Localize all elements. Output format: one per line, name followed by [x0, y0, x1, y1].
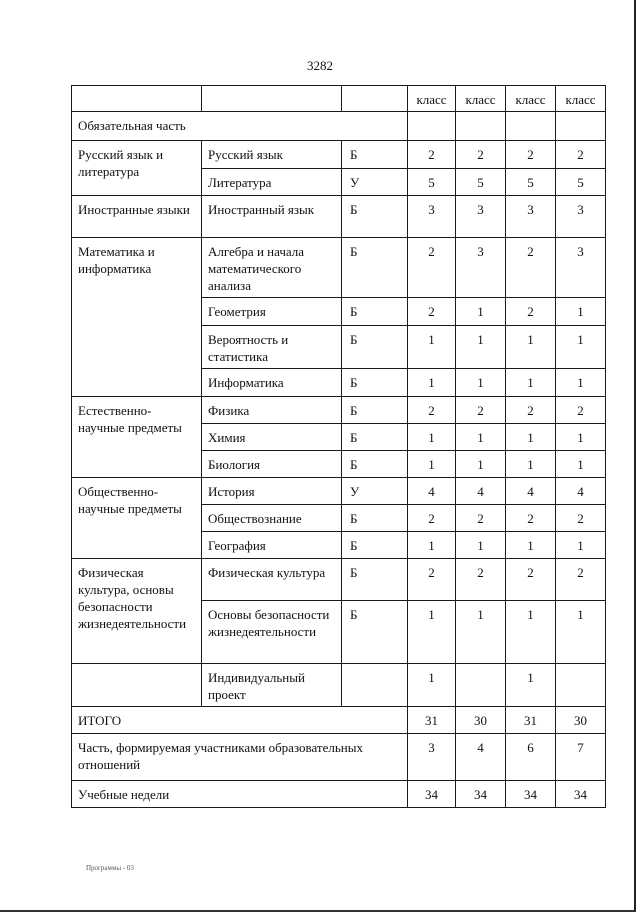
curriculum-table: [71, 85, 606, 808]
header-empty-cell: [72, 86, 202, 112]
subject-area: [72, 664, 202, 707]
subject-name: Физическая культура: [202, 559, 342, 601]
level-cell: Б: [342, 196, 408, 238]
hours-cell: 1: [456, 369, 506, 397]
subject-row: [72, 664, 606, 707]
hours-cell: 2: [506, 559, 556, 601]
page-number: 3282: [307, 58, 333, 73]
subject-name: Индивидуальный проект: [202, 664, 342, 707]
grade-header: класс: [506, 86, 556, 112]
hours-cell: 3: [556, 196, 606, 238]
total-value: 3: [408, 734, 456, 781]
total-row: [72, 781, 606, 808]
empty-cell: [556, 112, 606, 141]
subject-name: Литература: [202, 169, 342, 196]
hours-cell: 1: [506, 326, 556, 369]
subject-area: Физическая культура, основы безопасности жизнедеятельности: [72, 559, 202, 664]
hours-cell: 1: [556, 424, 606, 451]
header-empty-cell: [202, 86, 342, 112]
section-title: Обязательная часть: [72, 112, 408, 141]
hours-cell: 1: [456, 451, 506, 478]
subject-area: Математика и информатика: [72, 238, 202, 397]
hours-cell: 1: [456, 532, 506, 559]
header-empty-cell: [342, 86, 408, 112]
hours-cell: 2: [506, 298, 556, 326]
total-value: 30: [556, 707, 606, 734]
hours-cell: 1: [408, 326, 456, 369]
hours-cell: 2: [408, 238, 456, 298]
level-cell: Б: [342, 505, 408, 532]
hours-cell: 1: [506, 424, 556, 451]
level-cell: Б: [342, 326, 408, 369]
hours-cell: 1: [556, 532, 606, 559]
total-value: 31: [408, 707, 456, 734]
hours-cell: 2: [556, 141, 606, 169]
hours-cell: 1: [408, 451, 456, 478]
level-cell: У: [342, 478, 408, 505]
subject-name: Информатика: [202, 369, 342, 397]
hours-cell: 2: [506, 141, 556, 169]
subject-area: Общественно-научные предметы: [72, 478, 202, 559]
hours-cell: 1: [556, 369, 606, 397]
total-value: 7: [556, 734, 606, 781]
hours-cell: 2: [408, 397, 456, 424]
hours-cell: 1: [556, 326, 606, 369]
hours-cell: 1: [456, 298, 506, 326]
level-cell: Б: [342, 451, 408, 478]
total-value: 31: [506, 707, 556, 734]
subject-name: География: [202, 532, 342, 559]
hours-cell: 2: [408, 298, 456, 326]
hours-cell: 1: [408, 424, 456, 451]
hours-cell: 1: [556, 601, 606, 664]
total-value: 4: [456, 734, 506, 781]
total-value: 34: [506, 781, 556, 808]
total-label: Часть, формируемая участниками образовательных отношений: [72, 734, 408, 781]
subject-row: [72, 141, 606, 169]
hours-cell: 3: [456, 238, 506, 298]
grade-header: класс: [456, 86, 506, 112]
subject-area: Русский язык и литература: [72, 141, 202, 196]
subject-row: [72, 559, 606, 601]
total-label: ИТОГО: [72, 707, 408, 734]
hours-cell: 2: [556, 397, 606, 424]
hours-cell: 1: [456, 424, 506, 451]
hours-cell: 2: [506, 397, 556, 424]
total-label: Учебные недели: [72, 781, 408, 808]
total-value: 34: [456, 781, 506, 808]
hours-cell: 3: [408, 196, 456, 238]
hours-cell: 1: [408, 664, 456, 707]
subject-row: [72, 397, 606, 424]
empty-cell: [408, 112, 456, 141]
subject-name: Алгебра и начала математического анализа: [202, 238, 342, 298]
hours-cell: 2: [408, 141, 456, 169]
subject-name: Вероятность и статистика: [202, 326, 342, 369]
hours-cell: 1: [556, 451, 606, 478]
level-cell: Б: [342, 141, 408, 169]
total-row: [72, 734, 606, 781]
footer-note: Программы - 03: [86, 864, 134, 872]
total-value: 34: [408, 781, 456, 808]
level-cell: Б: [342, 532, 408, 559]
empty-cell: [506, 112, 556, 141]
hours-cell: 2: [408, 559, 456, 601]
hours-cell: 1: [408, 532, 456, 559]
hours-cell: 1: [506, 451, 556, 478]
level-cell: Б: [342, 369, 408, 397]
hours-cell: 1: [408, 601, 456, 664]
level-cell: У: [342, 169, 408, 196]
hours-cell: 2: [556, 559, 606, 601]
hours-cell: 5: [556, 169, 606, 196]
hours-cell: 4: [408, 478, 456, 505]
subject-area: Естественно-научные предметы: [72, 397, 202, 478]
hours-cell: 1: [556, 298, 606, 326]
hours-cell: 4: [456, 478, 506, 505]
subject-name: Русский язык: [202, 141, 342, 169]
hours-cell: 5: [456, 169, 506, 196]
table-body: [72, 86, 606, 808]
hours-cell: 1: [506, 664, 556, 707]
hours-cell: 2: [456, 397, 506, 424]
header-row: [72, 86, 606, 112]
hours-cell: 2: [506, 238, 556, 298]
subject-name: Биология: [202, 451, 342, 478]
subject-name: История: [202, 478, 342, 505]
subject-name: Основы безопасности жизнедеятельности: [202, 601, 342, 664]
subject-name: Иностранный язык: [202, 196, 342, 238]
total-value: 34: [556, 781, 606, 808]
hours-cell: 3: [556, 238, 606, 298]
hours-cell: 3: [456, 196, 506, 238]
hours-cell: 2: [506, 505, 556, 532]
hours-cell: 3: [506, 196, 556, 238]
hours-cell: 2: [408, 505, 456, 532]
subject-row: [72, 478, 606, 505]
hours-cell: 1: [506, 532, 556, 559]
level-cell: Б: [342, 397, 408, 424]
hours-cell: 4: [506, 478, 556, 505]
level-cell: Б: [342, 238, 408, 298]
hours-cell: 2: [456, 559, 506, 601]
level-cell: [342, 664, 408, 707]
hours-cell: 1: [456, 601, 506, 664]
level-cell: Б: [342, 559, 408, 601]
hours-cell: 1: [506, 369, 556, 397]
hours-cell: 1: [506, 601, 556, 664]
hours-cell: 2: [456, 505, 506, 532]
hours-cell: 1: [408, 369, 456, 397]
total-value: 6: [506, 734, 556, 781]
hours-cell: 2: [456, 141, 506, 169]
subject-row: [72, 196, 606, 238]
empty-cell: [456, 112, 506, 141]
grade-header: класс: [408, 86, 456, 112]
subject-row: [72, 238, 606, 298]
level-cell: Б: [342, 298, 408, 326]
section-row: [72, 112, 606, 141]
hours-cell: 2: [556, 505, 606, 532]
level-cell: Б: [342, 424, 408, 451]
hours-cell: 5: [506, 169, 556, 196]
grade-header: класс: [556, 86, 606, 112]
hours-cell: [556, 664, 606, 707]
subject-area: Иностранные языки: [72, 196, 202, 238]
hours-cell: 4: [556, 478, 606, 505]
hours-cell: [456, 664, 506, 707]
hours-cell: 1: [456, 326, 506, 369]
total-row: [72, 707, 606, 734]
subject-name: Физика: [202, 397, 342, 424]
level-cell: Б: [342, 601, 408, 664]
subject-name: Геометрия: [202, 298, 342, 326]
subject-name: Обществознание: [202, 505, 342, 532]
subject-name: Химия: [202, 424, 342, 451]
hours-cell: 5: [408, 169, 456, 196]
total-value: 30: [456, 707, 506, 734]
